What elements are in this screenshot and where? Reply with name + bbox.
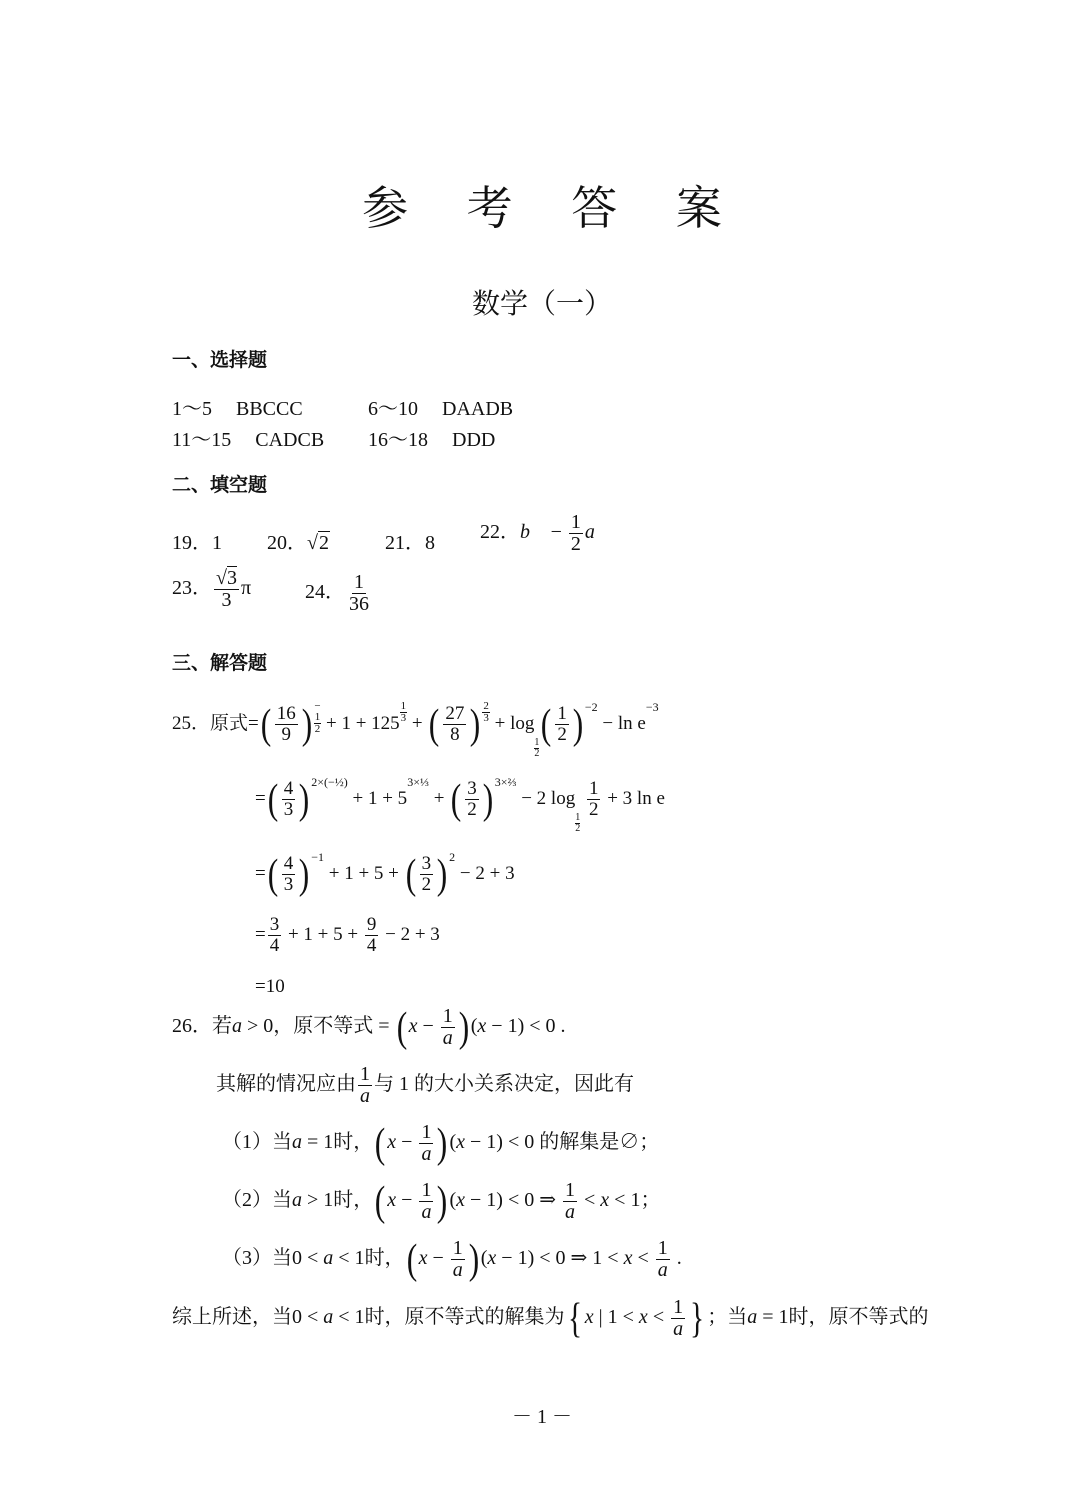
q25-line-3: =( $\frac{4}{3}$ ) $^{-1}$ + 1 + 5 + ( $\frac{3}{2}$ ) $^2$ − 2 + 3 [255, 850, 515, 898]
choice-range: 16～18 [368, 429, 428, 451]
choice-range: 1～5 [172, 398, 212, 420]
choice-row-1 [172, 392, 303, 421]
choice-answers: DDD [452, 429, 496, 451]
choice-answers: DAADB [442, 398, 514, 420]
q26-case-1: （1）当a = 1时，(x − $\frac{1}{a}$ )(x − 1) < 0 的解集是∅； [222, 1120, 660, 1167]
choice-answers: CADCB [255, 429, 325, 451]
q26-case-3: （3）当0 < a < 1时，(x − $\frac{1}{a}$ )(x − 1) < 0 ⇒ 1 < x < $\frac{1}{a}$ . [222, 1236, 682, 1283]
q25-final: =10 [255, 976, 285, 997]
q25-line-4: = $\frac{3}{4}$ + 1 + 5 + $\frac{9}{4}$ − 2 + 3 [255, 914, 440, 956]
q25-line-1: 25．原式=( $\frac{16}{9}$ ) − 1 2 + 1 + 125 $\frac{1}{3}$ + ( $\frac{27}{8}$ ) $\frac{2}{3}$ + log $\frac{1}{2}$ ( $\frac{1}{2}$ ) $^{-2} - \ln e^{-3}$ [172, 700, 659, 759]
page-subtitle: 数学（一） [471, 287, 612, 320]
choice-range: 11～15 [172, 429, 232, 451]
choice-answers: BBCCC [236, 398, 303, 420]
section-heading-fill: 二、填空题 [172, 474, 268, 496]
q26-summary: 综上所述，当0 < a < 1时，原不等式的解集为{ x | 1 < x < $\frac{1}{a}$ } ；当a = 1时，原不等式的 [172, 1295, 929, 1342]
page-title: 参 考 答 案 [362, 181, 744, 235]
section-heading-choice: 一、选择题 [172, 349, 268, 371]
fill-answer-21: 21．8 [385, 532, 435, 554]
fill-answer-19: 19．1 [172, 532, 222, 554]
fill-answer-22: 22．b⃗ − $\frac{1}{2}$ a⃗ [480, 511, 611, 555]
q26-case-2: （2）当a > 1时，(x − $\frac{1}{a}$ )(x − 1) < 0 ⇒ $\frac{1}{a}$ < x < 1； [222, 1178, 661, 1225]
choice-row-3 [172, 423, 324, 452]
sqrt-symbol: √2 [307, 532, 329, 554]
q26-line-1: 26．若a > 0，原不等式 = (x − $\frac{1}{a}$ )(x − 1) < 0 . [172, 1004, 566, 1051]
section-heading-solve: 三、解答题 [172, 652, 268, 674]
fill-answer-24: 24． $\frac{1}{36}$ [305, 571, 369, 615]
fill-answer-20: 20．√2 [267, 532, 329, 554]
choice-row-2 [368, 392, 513, 421]
choice-row-4 [368, 423, 495, 452]
q26-reason: 其解的情况应由 $\frac{1}{a}$ 与 1 的大小关系决定，因此有 [216, 1063, 634, 1107]
q25-line-2: =( $\frac{4}{3}$ ) $^{2\times(-\frac{1}{2})} + 1 + 5^{3\times\frac{1}{3}}$ + ( $\frac{3}{2}$ ) $^{3\times\frac{2}{3}}$ − 2 log $\frac{1}{2}$ $\frac{1}{2}$ + 3 ln e [255, 775, 665, 834]
fill-answer-23: 23． $\frac{√3}{3}$ π [172, 567, 252, 611]
page-number: － 1 － [512, 1406, 572, 1428]
choice-range: 6～10 [368, 398, 418, 420]
